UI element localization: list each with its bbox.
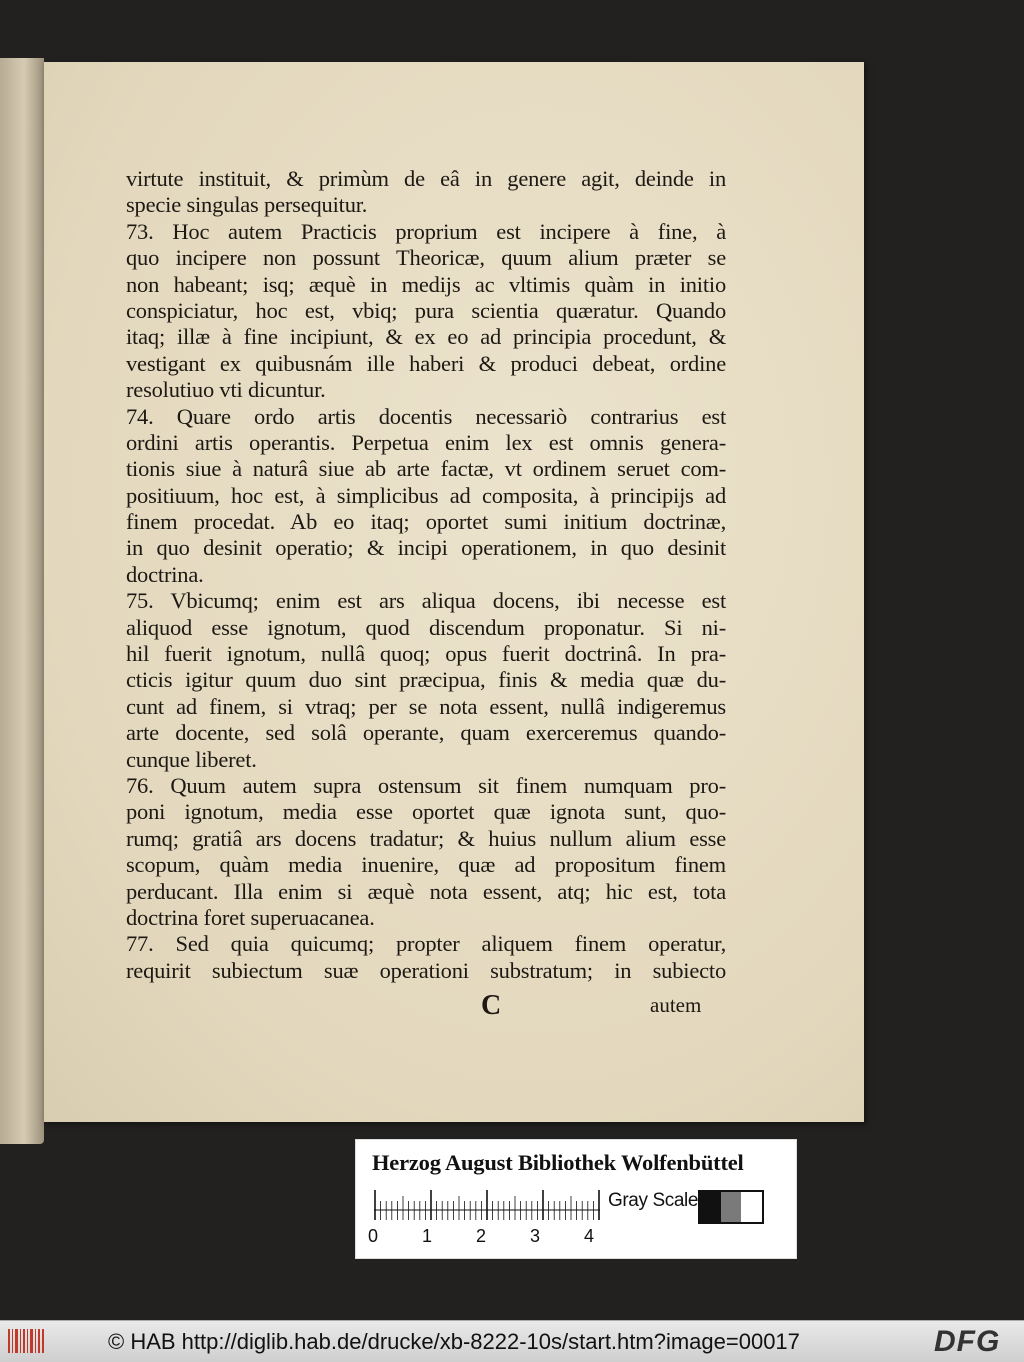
dfg-logo: DFG bbox=[934, 1325, 1001, 1358]
signature-mark: C bbox=[481, 990, 502, 1021]
gray-patch-mid bbox=[721, 1192, 742, 1222]
ruler-scale bbox=[372, 1188, 602, 1222]
text-line: cticis igitur quum duo sint præcipua, finis & media quæ du- bbox=[126, 667, 726, 693]
text-line: aliquod esse ignotum, quod discendum proponatur. Si ni- bbox=[126, 614, 726, 640]
text-line: perducant. Illa enim si æquè nota essent, atq; hic est, tota bbox=[126, 878, 726, 904]
text-line: in quo desinit operatio; & incipi operationem, in quo desinit bbox=[126, 535, 726, 561]
text-line: vestigant ex quibusnám ille haberi & produci debeat, ordine bbox=[126, 350, 726, 376]
ruler-label: 1 bbox=[422, 1226, 433, 1246]
text-line: scopum, quàm media inuenire, quæ ad propositum finem bbox=[126, 852, 726, 878]
ruler-label: 2 bbox=[476, 1226, 487, 1246]
text-line: cunque liberet. bbox=[126, 746, 257, 772]
text-line: doctrina foret superuacanea. bbox=[126, 904, 375, 930]
text-line: resolutiuo vti dicuntur. bbox=[126, 377, 326, 403]
ruler-labels bbox=[368, 1226, 608, 1246]
text-line: doctrina. bbox=[126, 561, 204, 587]
text-line: arte docente, sed solâ operante, quam exerceremus quando- bbox=[126, 720, 726, 746]
text-line: requirit subiectum suæ operationi substratum; in subiecto bbox=[126, 957, 726, 983]
text-line: tionis siue à naturâ siue ab arte factæ, vt ordinem seruet com- bbox=[126, 456, 726, 482]
text-line: non habeant; isq; æquè in medijs ac vltimis quàm in initio bbox=[126, 271, 726, 297]
library-name: Herzog August Bibliothek Wolfenbüttel bbox=[372, 1150, 744, 1175]
gray-scale-label: Gray Scale bbox=[608, 1190, 698, 1211]
ruler-label: 4 bbox=[584, 1226, 595, 1246]
barcode-icon bbox=[6, 1327, 46, 1355]
text-line: 73. Hoc autem Practicis proprium est incipere à fine, à bbox=[126, 218, 726, 244]
text-line: hil fuerit ignotum, nullâ quoq; opus fuerit doctrinâ. In pra- bbox=[126, 641, 726, 667]
text-line: 76. Quum autem supra ostensum sit finem numquam pro- bbox=[126, 772, 726, 798]
viewer-footer bbox=[0, 1320, 1024, 1362]
text-line: 75. Vbicumq; enim est ars aliqua docens, ibi necesse est bbox=[126, 588, 726, 614]
catchword: autem bbox=[650, 993, 702, 1017]
permalink[interactable]: © HAB http://diglib.hab.de/drucke/xb-8222-10s/start.htm?image=00017 bbox=[108, 1329, 800, 1354]
text-line: 77. Sed quia quicumq; propter aliquem finem operatur, bbox=[126, 931, 726, 957]
text-line: itaq; illæ à fine incipiunt, & ex eo ad principia procedunt, & bbox=[126, 324, 726, 350]
text-line: rumq; gratiâ ars docens tradatur; & huius nullum alium esse bbox=[126, 825, 726, 851]
text-line: quo incipere non possunt Theoricæ, quum alium præter se bbox=[126, 245, 726, 271]
text-line: finem procedat. Ab eo itaq; oportet sumi initium doctrinæ, bbox=[126, 509, 726, 535]
text-line: cunt ad finem, si vtraq; per se nota essent, nullâ indigeremus bbox=[126, 693, 726, 719]
text-line: poni ignotum, media esse oportet quæ ignota sunt, quo- bbox=[126, 799, 726, 825]
text-line: conspiciatur, hoc est, vbiq; pura scientia quæratur. Quando bbox=[126, 297, 726, 323]
ruler-label: 0 bbox=[368, 1226, 379, 1246]
gray-patch-dark bbox=[700, 1192, 721, 1222]
book-page bbox=[44, 62, 864, 1122]
text-line: positiuum, hoc est, à simplicibus ad composita, à principijs ad bbox=[126, 482, 726, 508]
gray-patch-light bbox=[741, 1192, 762, 1222]
gray-scale-patches bbox=[698, 1190, 764, 1224]
text-line: ordini artis operantis. Perpetua enim lex est omnis genera- bbox=[126, 429, 726, 455]
page-text bbox=[126, 166, 726, 984]
text-line: 74. Quare ordo artis docentis necessariò contrarius est bbox=[126, 403, 726, 429]
text-line: virtute instituit, & primùm de eâ in genere agit, deinde in bbox=[126, 166, 726, 191]
text-line: specie singulas persequitur. bbox=[126, 192, 368, 218]
ruler-label: 3 bbox=[530, 1226, 541, 1246]
library-color-card bbox=[356, 1140, 796, 1258]
previous-page-edge bbox=[0, 58, 44, 1144]
